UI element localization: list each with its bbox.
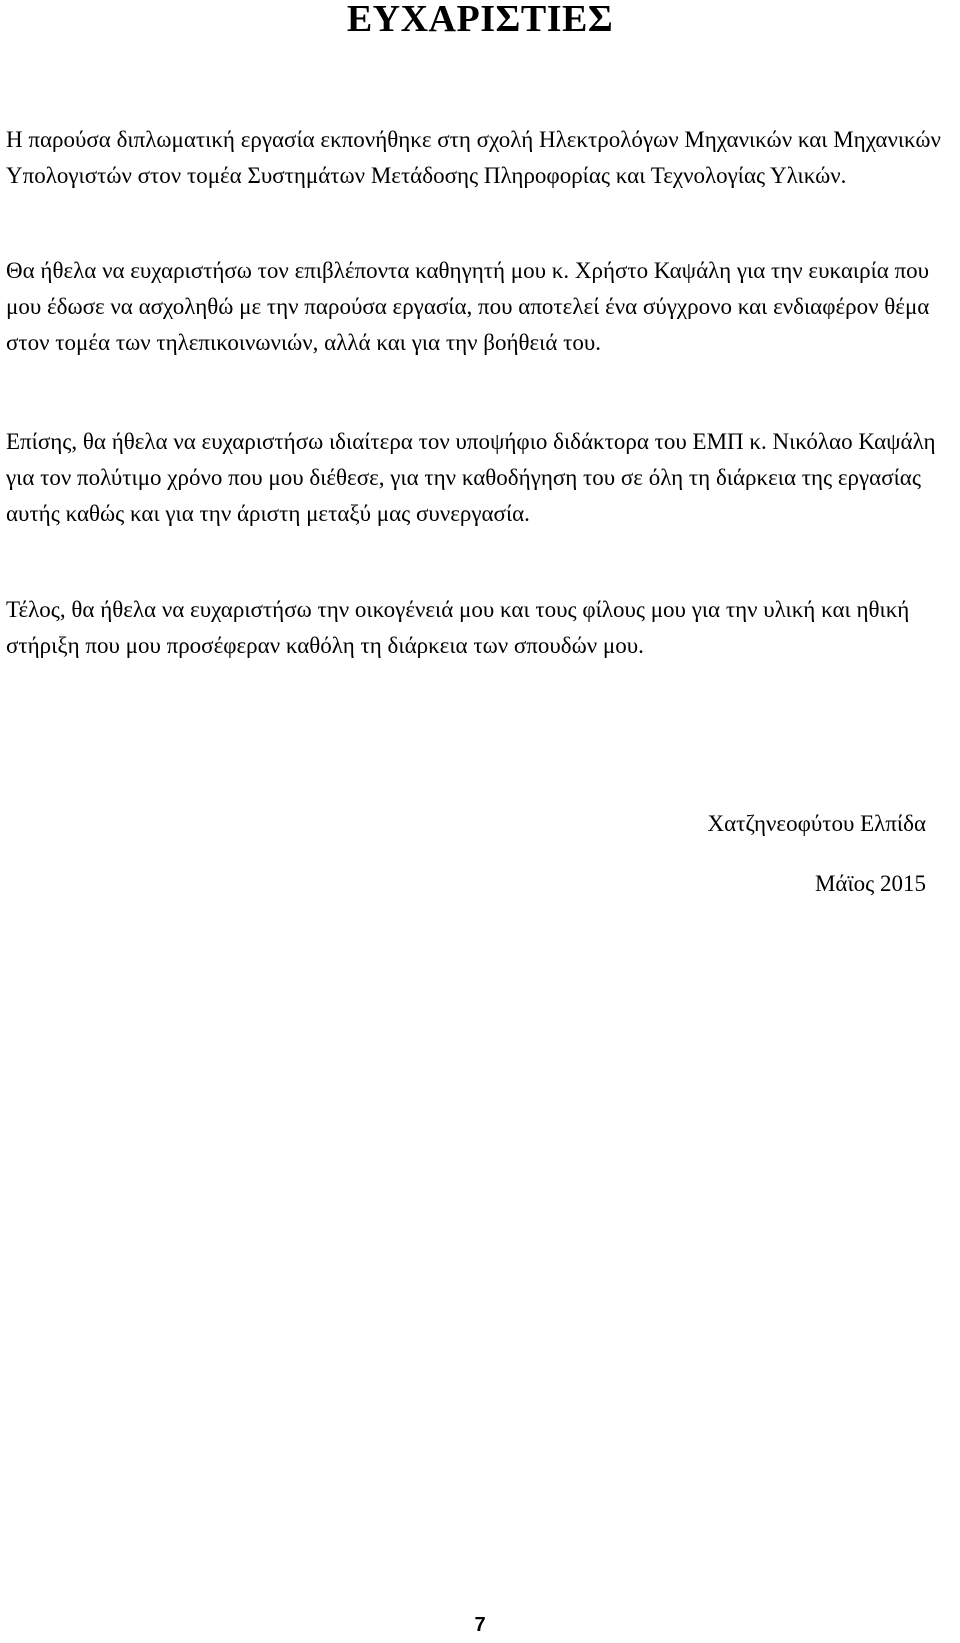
paragraph-thesis-context: Η παρούσα διπλωματική εργασία εκπονήθηκε στη σχολή Ηλεκτρολόγων Μηχανικών και Μηχανικών Υπολογιστών στον τομέα Συστημάτων Μετάδοσης Πληροφορίας και Τεχνολογίας Υλικών.: [6, 127, 941, 188]
paragraph-thanks-supervisor: Θα ήθελα να ευχαριστήσω τον επιβλέποντα καθηγητή μου κ. Χρήστο Καψάλη για την ευκαιρία που μου έδωσε να ασχοληθώ με την παρούσα εργασία, που αποτελεί ένα σύγχρονο και ενδιαφέρον θέμα στον τομέα των τηλεπικοινωνιών, αλλά και για την βοήθειά του.: [6, 258, 930, 355]
page-number: 7: [474, 1614, 486, 1636]
signature-date: Μάϊος 2015: [814, 871, 926, 896]
page-title: ΕΥΧΑΡΙΣΤΙΕΣ: [346, 0, 614, 40]
signature-name: Χατζηνεοφύτου Ελπίδα: [707, 811, 926, 836]
paragraph-thanks-phd-candidate: Επίσης, θα ήθελα να ευχαριστήσω ιδιαίτερα τον υποψήφιο διδάκτορα του ΕΜΠ κ. Νικόλαο Καψάλη για τον πολύτιμο χρόνο που μου διέθεσε, για την καθοδήγηση του σε όλη τη διάρκεια της εργασίας αυτής καθώς και για την άριστη μεταξύ μας συνεργασία.: [6, 429, 936, 526]
paragraph-thanks-family: Τέλος, θα ήθελα να ευχαριστήσω την οικογένειά μου και τους φίλους μου για την υλική και ηθική στήριξη που μου προσέφεραν καθόλη τη διάρκεια των σπουδών μου.: [6, 597, 910, 658]
